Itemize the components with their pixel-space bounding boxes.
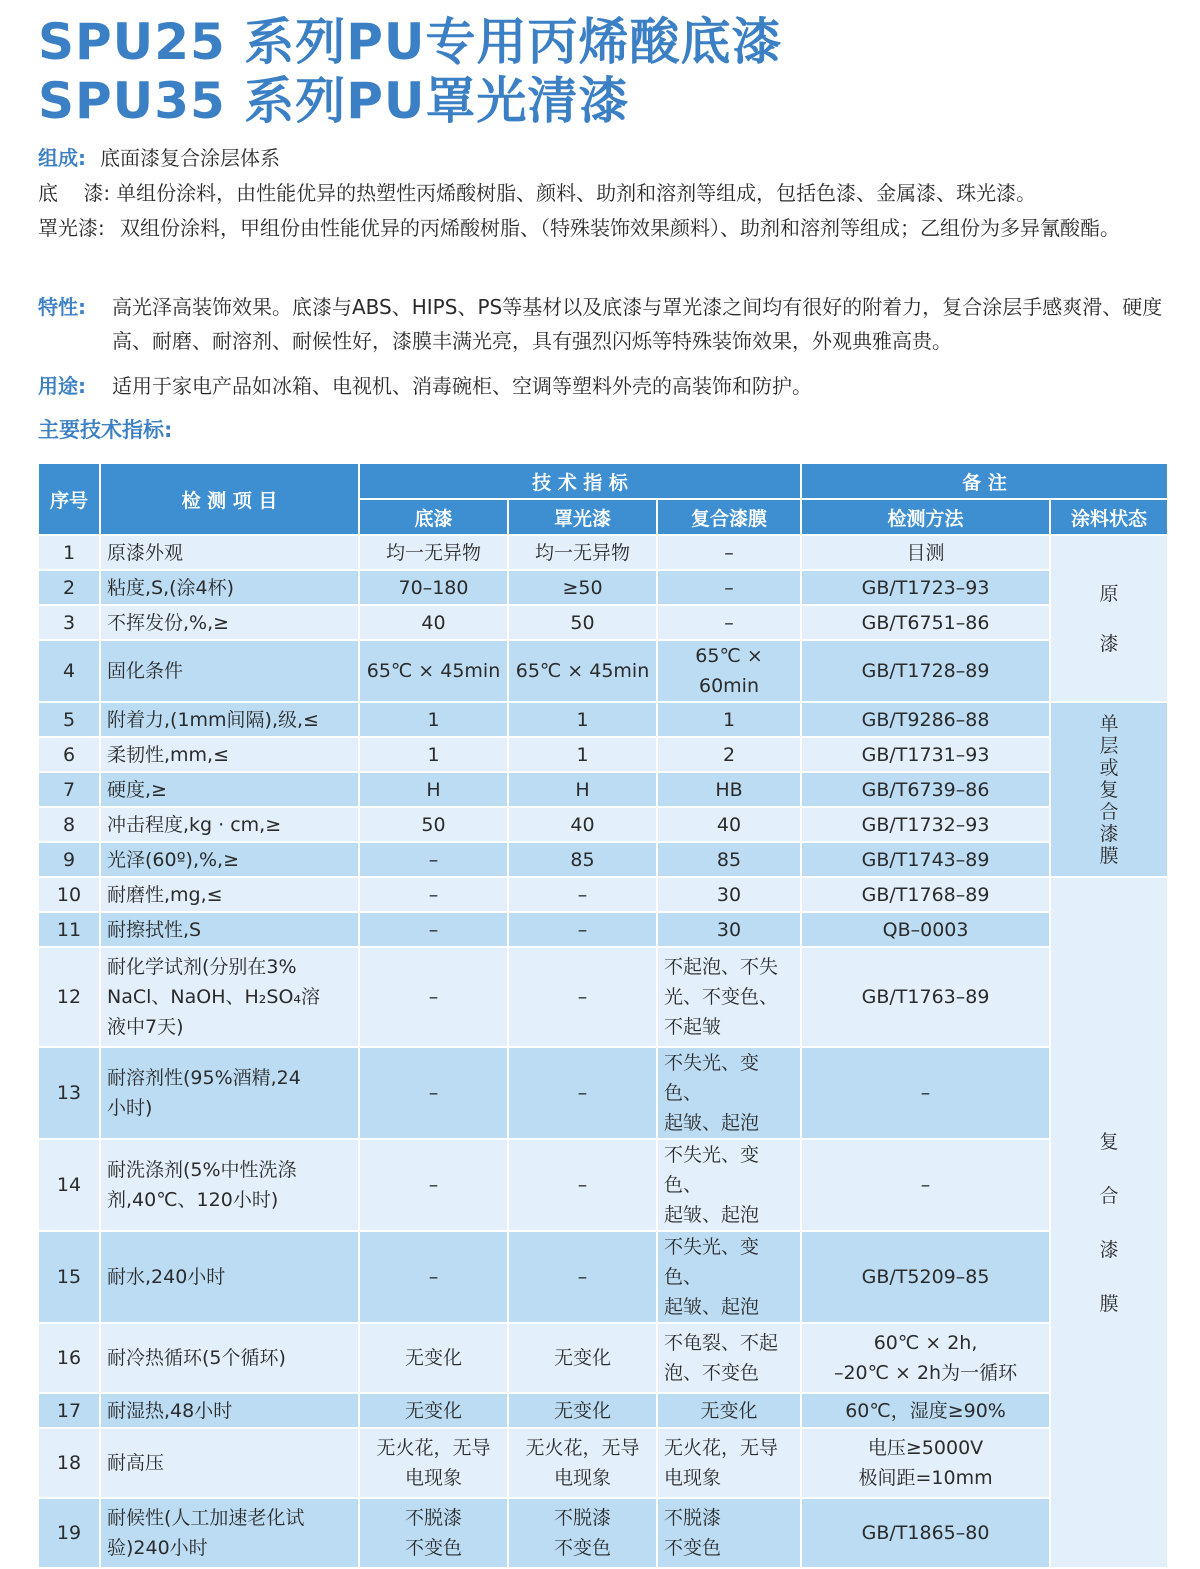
row-item-text: 冲击程度,kg · cm,≥ (107, 813, 282, 836)
row-method (801, 1393, 1050, 1428)
row-topcoat-value (508, 1231, 657, 1323)
header-tech: 技 术 指 标 (359, 463, 801, 499)
row-item (100, 1047, 359, 1139)
row-item-text: 原漆外观 (107, 541, 184, 564)
row-method-text: 60℃，湿度≥90% (845, 1399, 1006, 1422)
row-primer-value-text: 65℃ × 45min (366, 660, 501, 682)
header-state: 涂料状态 (1050, 499, 1168, 535)
row-composite-value-text: 不脱漆 不变色 (664, 1507, 722, 1559)
table-row (38, 1428, 1168, 1498)
row-primer-value (359, 535, 508, 570)
row-number-text: 19 (56, 1522, 82, 1544)
row-primer-value-text: – (428, 918, 439, 941)
row-method (801, 702, 1050, 737)
row-primer-value (359, 1231, 508, 1323)
composition-label: 组成: (38, 146, 86, 170)
table-row (38, 1139, 1168, 1231)
row-item-text: 耐湿热,48小时 (107, 1399, 233, 1422)
row-number (38, 1428, 100, 1498)
table-row (38, 1047, 1168, 1139)
row-item (100, 877, 359, 912)
row-method (801, 842, 1050, 877)
row-item-text: 耐磨性,mg,≤ (107, 883, 223, 906)
row-topcoat-value (508, 1498, 657, 1568)
header-primer: 底漆 (359, 499, 508, 535)
row-primer-value-text: 无火花，无导 电现象 (376, 1437, 491, 1489)
row-topcoat-value (508, 737, 657, 772)
row-method (801, 772, 1050, 807)
row-topcoat-value-text: – (577, 986, 588, 1008)
row-primer-value-text: 50 (421, 813, 446, 836)
row-method-text: – (920, 1082, 931, 1104)
row-composite-value-text: – (724, 576, 734, 599)
row-method (801, 1323, 1050, 1393)
features-label: 特性: (38, 295, 86, 319)
header-remark: 备 注 (801, 463, 1168, 499)
row-topcoat-value (508, 1139, 657, 1231)
row-method-text: GB/T9286–88 (861, 708, 990, 731)
row-item (100, 807, 359, 842)
row-primer-value (359, 702, 508, 737)
row-topcoat-value (508, 807, 657, 842)
row-composite-value-text: 无变化 (700, 1399, 758, 1422)
row-topcoat-value (508, 1428, 657, 1498)
table-row (38, 947, 1168, 1047)
row-topcoat-value-text: – (577, 918, 588, 941)
row-topcoat-value-text: – (577, 1082, 588, 1104)
row-method-text: GB/T1732–93 (861, 813, 990, 836)
row-number (38, 1393, 100, 1428)
row-number-text: 15 (56, 1266, 82, 1288)
row-item (100, 1393, 359, 1428)
row-topcoat-value-text: – (577, 1266, 588, 1288)
row-method-text: QB–0003 (882, 918, 969, 941)
header-composite: 复合漆膜 (657, 499, 801, 535)
row-composite-value-text: 65℃ × 60min (695, 645, 763, 697)
row-topcoat-value (508, 535, 657, 570)
row-number (38, 947, 100, 1047)
row-number (38, 912, 100, 947)
row-method-text: GB/T1743–89 (861, 848, 990, 871)
table-row (38, 1231, 1168, 1323)
table-row (38, 912, 1168, 947)
row-number-text: 8 (62, 813, 76, 836)
row-method (801, 877, 1050, 912)
row-primer-value (359, 912, 508, 947)
row-topcoat-value-text: 均一无异物 (534, 541, 630, 564)
row-number (38, 1139, 100, 1231)
row-method-text: GB/T1763–89 (861, 986, 990, 1008)
row-method-text: GB/T1768–89 (861, 883, 990, 906)
row-item (100, 1139, 359, 1231)
row-item-text: 粘度,S,(涂4杯) (107, 576, 235, 599)
row-method-text: – (920, 1174, 931, 1196)
row-primer-value (359, 1498, 508, 1568)
row-composite-value (657, 807, 801, 842)
table-row (38, 807, 1168, 842)
row-method (801, 570, 1050, 605)
title-spu35: SPU35 系列PU罩光清漆 (38, 72, 630, 130)
row-composite-value (657, 1393, 801, 1428)
row-primer-value (359, 570, 508, 605)
header-method: 检测方法 (801, 499, 1050, 535)
row-composite-value (657, 737, 801, 772)
row-item (100, 1323, 359, 1393)
row-item-text: 耐擦拭性,S (107, 918, 202, 941)
row-method (801, 605, 1050, 640)
row-method (801, 1139, 1050, 1231)
row-number (38, 877, 100, 912)
row-primer-value-text: 无变化 (404, 1399, 462, 1422)
row-number-text: 16 (56, 1347, 82, 1369)
row-number (38, 737, 100, 772)
table-row (38, 702, 1168, 737)
row-item (100, 737, 359, 772)
table-row (38, 1323, 1168, 1393)
header-seq: 序号 (38, 463, 100, 535)
row-item-text: 柔韧性,mm,≤ (107, 743, 230, 766)
coating-state-cell (1050, 535, 1168, 702)
row-primer-value-text: – (428, 1266, 439, 1288)
row-composite-value-text: 1 (722, 708, 736, 731)
row-composite-value (657, 877, 801, 912)
row-primer-value (359, 737, 508, 772)
row-primer-value-text: – (428, 1082, 439, 1104)
row-item (100, 1428, 359, 1498)
row-primer-value (359, 877, 508, 912)
row-primer-value (359, 605, 508, 640)
coating-state-cell (1050, 702, 1168, 877)
row-composite-value-text: HB (715, 778, 743, 801)
row-number (38, 772, 100, 807)
row-number-text: 13 (56, 1082, 82, 1104)
row-number-text: 17 (56, 1399, 82, 1422)
usage-label: 用途: (38, 374, 86, 398)
row-primer-value (359, 1047, 508, 1139)
row-composite-value-text: 30 (716, 883, 742, 906)
row-topcoat-value (508, 702, 657, 737)
row-composite-value-text: 不失光、变色、 起皱、起泡 (664, 1144, 760, 1226)
row-method (801, 1428, 1050, 1498)
composition-text: 底面漆复合涂层体系 (100, 146, 280, 170)
row-primer-value (359, 947, 508, 1047)
row-method (801, 640, 1050, 702)
row-number (38, 640, 100, 702)
row-method-text: GB/T6739–86 (861, 778, 990, 801)
row-method-text: 目测 (906, 541, 945, 564)
table-row (38, 1393, 1168, 1428)
row-primer-value (359, 772, 508, 807)
row-number-text: 1 (62, 541, 76, 564)
row-item (100, 702, 359, 737)
row-primer-value-text: – (428, 883, 439, 906)
table-row (38, 640, 1168, 702)
row-method-text: GB/T1728–89 (861, 660, 990, 682)
row-number (38, 1498, 100, 1568)
row-composite-value-text: 85 (716, 848, 742, 871)
row-topcoat-value-text: – (577, 883, 588, 906)
row-composite-value (657, 1047, 801, 1139)
row-item (100, 912, 359, 947)
row-item-text: 耐水,240小时 (107, 1266, 226, 1288)
row-topcoat-value (508, 912, 657, 947)
topcoat-text: 双组份涂料，甲组份由性能优异的丙烯酸树脂、（特殊装饰效果颜料）、助剂和溶剂等组成；乙组份为多异氰酸酯。 (120, 216, 1120, 240)
row-item (100, 947, 359, 1047)
row-method (801, 912, 1050, 947)
header-topcoat: 罩光漆 (508, 499, 657, 535)
usage-text: 适用于家电产品如冰箱、电视机、消毒碗柜、空调等塑料外壳的高装饰和防护。 (112, 374, 812, 398)
row-composite-value (657, 947, 801, 1047)
row-topcoat-value-text: 无变化 (553, 1399, 611, 1422)
row-primer-value (359, 1428, 508, 1498)
row-item (100, 640, 359, 702)
row-composite-value-text: 不失光、变色、 起皱、起泡 (664, 1052, 760, 1134)
coating-state-text: 原 漆 (1099, 582, 1119, 655)
row-method-text: GB/T1731–93 (861, 743, 990, 766)
coating-state-text: 复 合 漆 膜 (1099, 1130, 1119, 1315)
row-composite-value-text: 40 (716, 813, 742, 836)
row-topcoat-value (508, 772, 657, 807)
row-item-text: 耐洗涤剂(5%中性洗涤 剂,40℃、120小时) (107, 1159, 297, 1211)
row-topcoat-value (508, 605, 657, 640)
row-method-text: GB/T5209–85 (861, 1266, 990, 1288)
row-method (801, 947, 1050, 1047)
row-primer-value-text: 1 (427, 708, 440, 731)
table-row (38, 737, 1168, 772)
row-primer-value-text: 1 (427, 743, 440, 766)
row-method (801, 1231, 1050, 1323)
row-item-text: 固化条件 (107, 660, 184, 682)
row-composite-value-text: – (724, 541, 734, 564)
row-number-text: 18 (56, 1452, 82, 1474)
row-primer-value-text: – (428, 986, 439, 1008)
primer-text: 单组份涂料，由性能优异的热塑性丙烯酸树脂、颜料、助剂和溶剂等组成，包括色漆、金属漆、珠光漆。 (116, 181, 1037, 205)
row-topcoat-value (508, 877, 657, 912)
features-text: 高光泽高装饰效果。底漆与ABS、HIPS、PS等基材以及底漆与罩光漆之间均有很好的附着力，复合涂层手感爽滑、硬度高、耐磨、耐溶剂、耐候性好，漆膜丰满光亮，具有强烈闪烁等特殊装饰效果，外观典雅高贵。 (112, 295, 1163, 353)
row-topcoat-value-text: 50 (570, 611, 595, 634)
row-composite-value (657, 702, 801, 737)
row-topcoat-value-text: 不脱漆 不变色 (553, 1507, 611, 1559)
row-composite-value (657, 1498, 801, 1568)
topcoat-label: 罩光漆: (38, 216, 105, 240)
row-topcoat-value (508, 640, 657, 702)
row-primer-value-text: 70–180 (398, 576, 469, 599)
row-topcoat-value-text: H (575, 778, 590, 801)
usage-paragraph (38, 369, 1173, 403)
row-number (38, 1231, 100, 1323)
row-item-text: 耐候性(人工加速老化试 验)240小时 (107, 1507, 305, 1559)
row-topcoat-value (508, 1047, 657, 1139)
row-composite-value-text: 不龟裂、不起 泡、不变色 (664, 1332, 779, 1384)
row-method-text: GB/T1865–80 (861, 1522, 990, 1544)
row-composite-value (657, 912, 801, 947)
row-method (801, 1047, 1050, 1139)
row-number (38, 1323, 100, 1393)
row-topcoat-value-text: 65℃ × 45min (515, 660, 650, 682)
row-item-text: 耐高压 (107, 1452, 165, 1474)
row-item (100, 842, 359, 877)
row-number (38, 842, 100, 877)
row-composite-value (657, 772, 801, 807)
row-number-text: 7 (62, 778, 76, 801)
table-row (38, 842, 1168, 877)
row-composite-value (657, 1428, 801, 1498)
header-item: 检 测 项 目 (100, 463, 359, 535)
row-method (801, 737, 1050, 772)
row-item (100, 1498, 359, 1568)
row-method-text: 60℃ × 2h, –20℃ × 2h为一循环 (833, 1332, 1018, 1384)
row-topcoat-value-text: ≥50 (562, 576, 603, 599)
row-composite-value (657, 570, 801, 605)
row-number-text: 6 (62, 743, 76, 766)
composition-line (38, 141, 1173, 175)
row-method-text: 电压≥5000V 极间距=10mm (858, 1437, 993, 1489)
row-number (38, 570, 100, 605)
row-composite-value (657, 1231, 801, 1323)
row-primer-value (359, 842, 508, 877)
row-topcoat-value (508, 947, 657, 1047)
table-row (38, 535, 1168, 570)
table-row (38, 570, 1168, 605)
primer-label: 底 漆: (38, 181, 111, 205)
row-topcoat-value-text: 1 (576, 708, 589, 731)
row-number (38, 702, 100, 737)
tech-spec-heading: 主要技术指标: (38, 418, 173, 442)
row-item-text: 光泽(60º),%,≥ (107, 848, 240, 871)
topcoat-paragraph (38, 211, 1173, 245)
table-row (38, 877, 1168, 912)
row-composite-value-text: 30 (716, 918, 742, 941)
row-topcoat-value (508, 570, 657, 605)
row-primer-value-text: – (428, 1174, 439, 1196)
row-topcoat-value-text: 无变化 (553, 1347, 611, 1369)
row-topcoat-value-text: 无火花，无导 电现象 (525, 1437, 640, 1489)
row-number-text: 14 (56, 1174, 82, 1196)
row-item (100, 1231, 359, 1323)
row-item-text: 耐冷热循环(5个循环) (107, 1347, 286, 1369)
row-composite-value (657, 605, 801, 640)
row-number (38, 1047, 100, 1139)
row-item-text: 不挥发份,%,≥ (107, 611, 230, 634)
table-row (38, 772, 1168, 807)
coating-state-text: 单 层 或 复 合 漆 膜 (1099, 712, 1119, 867)
row-composite-value (657, 1139, 801, 1231)
row-item-text: 硬度,≥ (107, 778, 167, 801)
row-primer-value (359, 1323, 508, 1393)
row-item (100, 570, 359, 605)
row-number-text: 10 (56, 883, 82, 906)
row-topcoat-value (508, 1393, 657, 1428)
row-topcoat-value-text: 40 (570, 813, 595, 836)
row-primer-value (359, 807, 508, 842)
row-number (38, 807, 100, 842)
features-paragraph (38, 290, 1173, 358)
row-number (38, 605, 100, 640)
row-primer-value (359, 1139, 508, 1231)
row-item-text: 耐化学试剂(分别在3% NaCl、NaOH、H₂SO₄溶 液中7天) (107, 956, 321, 1038)
row-primer-value-text: 40 (421, 611, 446, 634)
row-item-text: 耐溶剂性(95%酒精,24 小时) (107, 1067, 301, 1119)
row-item (100, 605, 359, 640)
row-composite-value-text: 不起泡、不失 光、不变色、 不起皱 (664, 956, 779, 1038)
row-item (100, 772, 359, 807)
row-number-text: 12 (56, 986, 82, 1008)
row-primer-value (359, 640, 508, 702)
row-method (801, 1498, 1050, 1568)
row-method (801, 535, 1050, 570)
row-composite-value-text: 无火花，无导 电现象 (664, 1437, 779, 1489)
row-composite-value (657, 640, 801, 702)
coating-state-cell (1050, 877, 1168, 1568)
spec-table (37, 462, 1169, 1569)
row-composite-value-text: – (724, 611, 734, 634)
row-item-text: 附着力,(1mm间隔),级,≤ (107, 708, 319, 731)
row-primer-value-text: 均一无异物 (385, 541, 481, 564)
row-method-text: GB/T6751–86 (861, 611, 990, 634)
row-primer-value-text: H (426, 778, 441, 801)
row-composite-value-text: 不失光、变色、 起皱、起泡 (664, 1236, 760, 1318)
row-method-text: GB/T1723–93 (861, 576, 990, 599)
row-topcoat-value (508, 1323, 657, 1393)
row-topcoat-value-text: – (577, 1174, 588, 1196)
table-row (38, 605, 1168, 640)
title-spu25: SPU25 系列PU专用丙烯酸底漆 (38, 13, 783, 71)
row-primer-value-text: – (428, 848, 439, 871)
row-composite-value (657, 842, 801, 877)
row-composite-value-text: 2 (722, 743, 736, 766)
row-number-text: 4 (62, 660, 76, 682)
row-item (100, 535, 359, 570)
table-row (38, 1498, 1168, 1568)
row-topcoat-value-text: 1 (576, 743, 589, 766)
row-number-text: 2 (62, 576, 76, 599)
row-number-text: 9 (62, 848, 76, 871)
row-primer-value-text: 无变化 (404, 1347, 462, 1369)
row-composite-value (657, 1323, 801, 1393)
row-method (801, 807, 1050, 842)
primer-line (38, 176, 1173, 210)
row-number-text: 3 (62, 611, 76, 634)
row-composite-value (657, 535, 801, 570)
row-number-text: 11 (56, 918, 82, 941)
row-topcoat-value (508, 842, 657, 877)
row-number-text: 5 (62, 708, 76, 731)
row-topcoat-value-text: 85 (570, 848, 595, 871)
row-number (38, 535, 100, 570)
row-primer-value (359, 1393, 508, 1428)
row-primer-value-text: 不脱漆 不变色 (404, 1507, 462, 1559)
